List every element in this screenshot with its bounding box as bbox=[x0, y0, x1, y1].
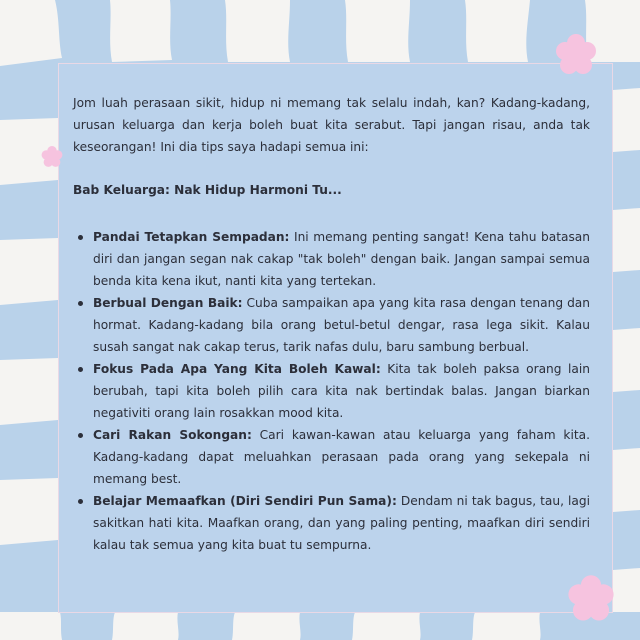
tip-item bbox=[73, 358, 590, 424]
tip-body: Dendam ni tak bagus, tau, lagi sakitkan hati kita. Maafkan orang, dan yang paling penting, maafkan diri sendiri kalau tak semua yang kita buat tu sempurna. bbox=[93, 494, 590, 552]
tip-body: Ini memang penting sangat! Kena tahu batasan diri dan jangan segan nak cakap "tak boleh" dengan baik. Jangan sampai semua benda kita kena ikut, nanti kita yang tertekan. bbox=[93, 230, 590, 288]
flower-icon bbox=[553, 32, 599, 78]
tip-title: Berbual Dengan Baik: bbox=[93, 296, 243, 310]
tip-title: Pandai Tetapkan Sempadan: bbox=[93, 230, 290, 244]
tip-item bbox=[73, 490, 590, 556]
tip-item bbox=[73, 424, 590, 490]
tip-item bbox=[73, 226, 590, 292]
tip-title: Fokus Pada Apa Yang Kita Boleh Kawal: bbox=[93, 362, 381, 376]
tip-title: Cari Rakan Sokongan: bbox=[93, 428, 252, 442]
tip-body: Kita tak boleh paksa orang lain berubah, tapi kita boleh pilih cara kita nak bertindak balas. Jangan biarkan negativiti orang lain rosakkan mood kita. bbox=[93, 362, 591, 420]
tip-item bbox=[73, 292, 590, 358]
flower-icon bbox=[565, 573, 617, 625]
article-text bbox=[73, 92, 590, 556]
tip-body: Cari kawan-kawan atau keluarga yang faham kita. Kadang-kadang dapat meluahkan perasaan pada orang yang sekepala ni memang best. bbox=[93, 428, 590, 486]
tips-list bbox=[73, 226, 590, 556]
section-heading: Bab Keluarga: Nak Hidup Harmoni Tu... bbox=[73, 183, 342, 197]
tip-body: Cuba sampaikan apa yang kita rasa dengan tenang dan hormat. Kadang-kadang bila orang betul-betul dengar, rasa lega sikit. Kalau susah sangat nak cakap terus, tarik nafas dulu, baru sambung berbual. bbox=[93, 296, 591, 354]
flower-icon bbox=[40, 145, 64, 169]
intro-paragraph: Jom luah perasaan sikit, hidup ni memang tak selalu indah, kan? Kadang-kadang, urusan keluarga dan kerja boleh buat kita serabut. Tapi jangan risau, anda tak keseorangan! Ini dia tips saya hadapi semua ini: bbox=[73, 96, 590, 154]
tip-title: Belajar Memaafkan (Diri Sendiri Pun Sama): bbox=[93, 494, 397, 508]
